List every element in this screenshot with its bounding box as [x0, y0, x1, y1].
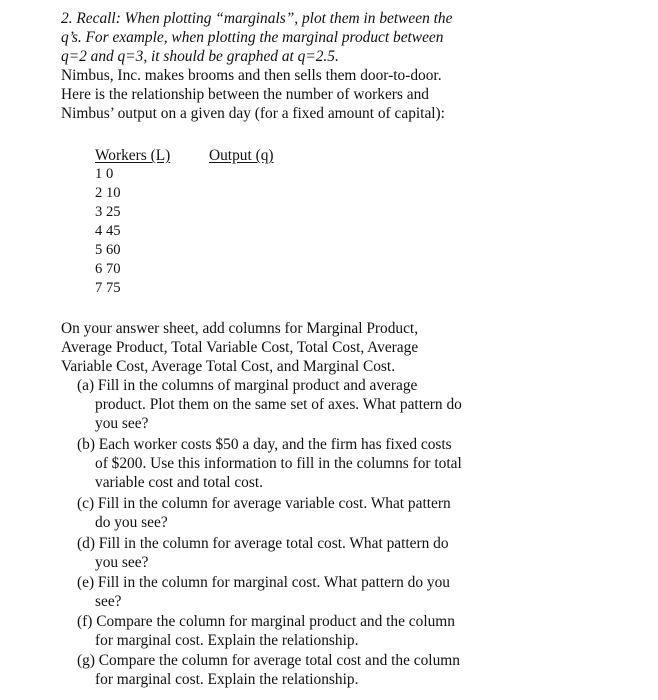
- table-row: 4 45: [95, 223, 121, 239]
- question-a-line-2: product. Plot them on the same set of axes. What pattern do: [95, 396, 462, 413]
- question-f-line-1: (f) Compare the column for marginal product and the column: [77, 613, 455, 630]
- table-row: 1 0: [95, 166, 114, 182]
- intro-line-6: Nimbus’ output on a given day (for a fixed amount of capital):: [61, 105, 445, 122]
- question-b-line-3: variable cost and total cost.: [95, 474, 263, 491]
- intro-line-1: 2. Recall: When plotting “marginals”, plot them in between the: [61, 10, 453, 27]
- question-a-line-3: you see?: [95, 415, 149, 432]
- table-row: 3 25: [95, 204, 121, 220]
- table-header-output: Output (q): [209, 147, 274, 164]
- question-a-line-1: (a) Fill in the columns of marginal product and average: [77, 377, 418, 394]
- question-f-line-2: for marginal cost. Explain the relationship.: [95, 632, 359, 649]
- instructions-line-2: Average Product, Total Variable Cost, Total Cost, Average: [61, 339, 419, 356]
- question-b-line-2: of $200. Use this information to fill in the columns for total: [95, 455, 462, 472]
- intro-line-3: q=2 and q=3, it should be graphed at q=2.5.: [61, 48, 339, 65]
- instructions-line-3: Variable Cost, Average Total Cost, and Marginal Cost.: [61, 358, 396, 375]
- question-c-line-2: do you see?: [95, 514, 168, 531]
- question-d-line-2: you see?: [95, 554, 149, 571]
- table-header-workers: Workers (L): [95, 147, 171, 164]
- question-b-line-1: (b) Each worker costs $50 a day, and the firm has fixed costs: [77, 436, 452, 453]
- table-row: 7 75: [95, 280, 121, 296]
- question-e-line-1: (e) Fill in the column for marginal cost. What pattern do you: [77, 574, 450, 591]
- question-g-line-2: for marginal cost. Explain the relationship.: [95, 671, 359, 688]
- question-d-line-1: (d) Fill in the column for average total cost. What pattern do: [77, 535, 449, 552]
- question-g-line-1: (g) Compare the column for average total cost and the column: [77, 652, 460, 669]
- question-c-line-1: (c) Fill in the column for average variable cost. What pattern: [77, 495, 451, 512]
- intro-line-2: q’s. For example, when plotting the marginal product between: [61, 29, 444, 46]
- table-row: 5 60: [95, 242, 121, 258]
- intro-line-4: Nimbus, Inc. makes brooms and then sells them door-to-door.: [61, 67, 442, 84]
- question-e-line-2: see?: [95, 593, 122, 610]
- table-row: 2 10: [95, 185, 121, 201]
- intro-line-5: Here is the relationship between the number of workers and: [61, 86, 429, 103]
- table-row: 6 70: [95, 261, 121, 277]
- instructions-line-1: On your answer sheet, add columns for Marginal Product,: [61, 320, 419, 337]
